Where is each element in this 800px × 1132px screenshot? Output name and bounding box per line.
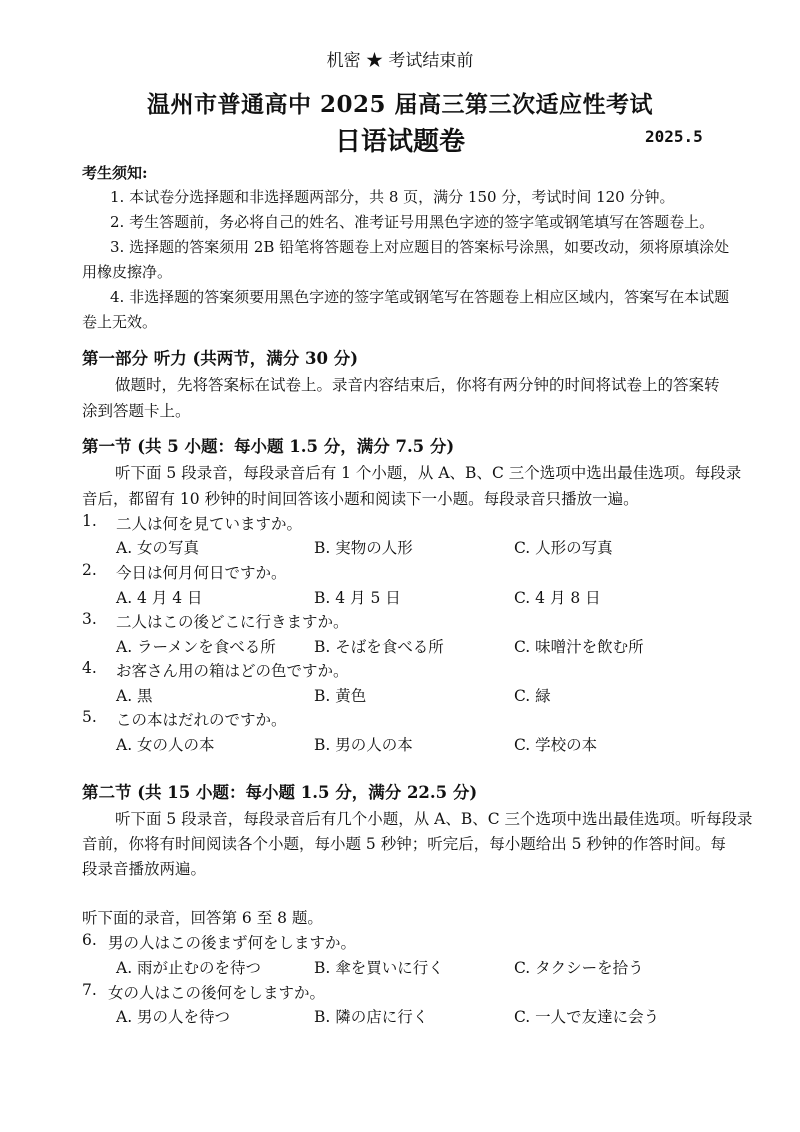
option-a: A. 女の写真 <box>116 539 200 557</box>
exam-title: 温州市普通高中 2025 届高三第三次适应性考试 <box>146 91 654 118</box>
confidential-label: 机密 ★ 考试结束前 <box>326 51 474 71</box>
notice-item: 1. 本试卷分选择题和非选择题两部分，共 8 页，满分 150 分，考试时间 120 分钟。 <box>110 188 675 206</box>
question-number: 3. <box>82 610 97 628</box>
section1-heading: 第一节 (共 5 小题：每小题 1.5 分，满分 7.5 分) <box>82 437 455 456</box>
section1-instruction: 听下面 5 段录音，每段录音后有 1 个小题，从 A、B、C 三个选项中选出最佳选项。每段录 <box>115 464 742 482</box>
question-text: この本はだれのですか。 <box>116 711 287 729</box>
question-number: 4. <box>82 659 97 677</box>
question-number: 5. <box>82 708 97 726</box>
option-c: C. タクシーを拾う <box>514 959 644 977</box>
notice-item-cont: 用橡皮擦净。 <box>82 263 173 281</box>
question-number: 1. <box>82 512 97 530</box>
option-a: A. 4 月 4 日 <box>116 589 203 607</box>
option-b: B. 傘を買いに行く <box>314 959 444 977</box>
section2-instruction: 听下面 5 段录音，每段录音后有几个小题，从 A、B、C 三个选项中选出最佳选项。听每段录 <box>115 810 753 828</box>
option-b: B. 男の人の本 <box>314 736 413 754</box>
question-text: お客さん用の箱はどの色ですか。 <box>116 662 349 680</box>
option-b: B. 隣の店に行く <box>314 1008 429 1026</box>
question-text: 男の人はこの後まず何をしますか。 <box>108 934 357 952</box>
exam-date: 2025.5 <box>645 127 703 146</box>
option-c: C. 人形の写真 <box>514 539 613 557</box>
notice-item: 3. 选择题的答案须用 2B 铅笔将答题卷上对应题目的答案标号涂黑，如要改动，须将原填涂处 <box>110 238 730 256</box>
option-c: C. 緑 <box>514 687 551 705</box>
option-c: C. 味噌汁を飲む所 <box>514 638 644 656</box>
notice-item: 2. 考生答题前，务必将自己的姓名、准考证号用黑色字迹的签字笔或钢笔填写在答题卷上。 <box>110 213 715 231</box>
option-a: A. ラーメンを食べる所 <box>116 638 276 656</box>
question-text: 二人は何を見ていますか。 <box>116 515 303 533</box>
question-number: 2. <box>82 561 97 579</box>
section1-instruction: 音后，都留有 10 秒钟的时间回答该小题和阅读下一小题。每段录音只播放一遍。 <box>82 490 639 508</box>
notice-item: 4. 非选择题的答案须要用黑色字迹的签字笔或钢笔写在答题卷上相应区域内，答案写在本试题 <box>110 288 730 306</box>
question-number: 6. <box>82 931 97 949</box>
option-b: B. 黄色 <box>314 687 367 705</box>
option-c: C. 学校の本 <box>514 736 598 754</box>
question-number: 7. <box>82 981 97 999</box>
option-b: B. 4 月 5 日 <box>314 589 401 607</box>
option-a: A. 男の人を待つ <box>116 1008 231 1026</box>
question-text: 今日は何月何日ですか。 <box>116 564 287 582</box>
part1-instruction: 做题时，先将答案标在试卷上。录音内容结束后，你将有两分钟的时间将试卷上的答案转 <box>115 376 720 394</box>
option-c: C. 4 月 8 日 <box>514 589 601 607</box>
notice-item-cont: 卷上无效。 <box>82 313 158 331</box>
question-text: 女の人はこの後何をしますか。 <box>108 984 326 1002</box>
part1-instruction: 涂到答题卡上。 <box>82 402 191 420</box>
exam-subtitle: 日语试题卷 <box>334 127 465 157</box>
section2-instruction: 音前，你将有时间阅读各个小题，每小题 5 秒钟；听完后，每小题给出 5 秒钟的作答时间。每 <box>82 835 726 853</box>
section2-heading: 第二节 (共 15 小题：每小题 1.5 分，满分 22.5 分) <box>82 783 478 802</box>
option-b: B. 実物の人形 <box>314 539 413 557</box>
section2-instruction: 段录音播放两遍。 <box>82 860 207 878</box>
option-c: C. 一人で友達に会う <box>514 1008 660 1026</box>
option-b: B. そばを食べる所 <box>314 638 444 656</box>
option-a: A. 黒 <box>116 687 153 705</box>
part1-heading: 第一部分 听力 (共两节，满分 30 分) <box>82 349 359 368</box>
option-a: A. 雨が止むのを待つ <box>116 959 262 977</box>
notice-heading: 考生须知: <box>82 164 148 182</box>
option-a: A. 女の人の本 <box>116 736 215 754</box>
question-text: 二人はこの後どこに行きますか。 <box>116 613 349 631</box>
group-intro: 听下面的录音，回答第 6 至 8 题。 <box>82 909 323 927</box>
